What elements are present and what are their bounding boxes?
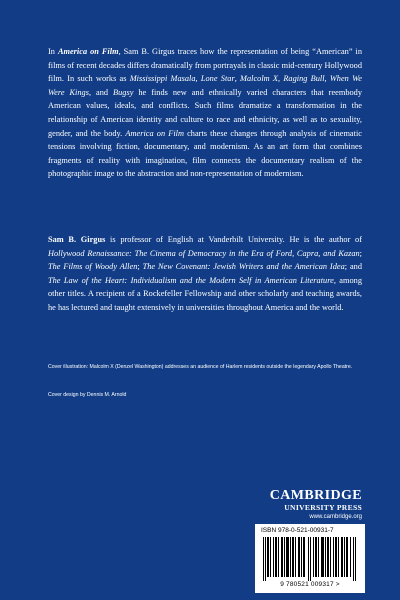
film-title: Lone Star [200,74,235,84]
book-title: The New Covenant: Jewish Writers and the American Idea [142,262,345,272]
film-title: When We Were Kings [48,74,362,97]
barcode-digits: 9 780521 009317 > [280,581,340,588]
film-title: Bugsy [113,87,134,97]
publisher-press: UNIVERSITY PRESS [284,503,362,512]
film-title: Malcolm X [240,74,278,84]
publisher-logo [270,488,362,522]
separator: , and [88,87,114,97]
book-title: Hollywood Renaissance: The Cinema of Democracy in the Era of Ford, Capra, and Kazan [48,248,360,258]
publisher-url: www.cambridge.org [309,514,362,520]
author-name: Sam B. Girgus [48,235,106,244]
separator: ; [137,262,143,272]
cover-design-credit: Cover design by Dennis M. Arnold [48,392,127,398]
book-title: America on Film [57,47,119,56]
separator: , [324,74,330,84]
publisher-name: CAMBRIDGE [269,488,362,503]
separator: ; and [344,262,362,272]
isbn-label: ISBN 978-0-521-00931-7 [261,527,334,534]
desc-text-1: In [48,47,58,56]
separator: , [234,74,241,84]
film-title: Raging Bull [283,74,325,84]
separator: ; [359,248,362,258]
desc-text-2: , Sam B. Girgus traces how the representation of being “American” in films of recent decades differs dramatically from portrayals in classic mid-century Hollywood film. In such works as [48,47,362,84]
author-bio [48,233,362,315]
barcode-bars [261,537,359,581]
book-title-inline: America on Film [125,128,184,138]
bio-text-1: is professor of English at Vanderbilt University. He is the author of [105,235,363,244]
separator: , [277,74,284,84]
bio-text-2: , among other titles. A recipient of a Rockefeller Fellowship and other scholarly and teaching awards, he has lectured and taught extensively in universities throughout America and the world. [48,275,362,312]
barcode [255,524,365,593]
desc-text-3: he finds new and ethnically varied characters that reembody American values, ideals, and conflicts. Such films dramatize a transformation in the relationship of American identity and culture to race and ethnicity, as well as to sexuality, gender, and the body. [48,87,362,138]
film-title: Mississippi Masala [129,74,196,84]
separator: , [195,74,201,84]
book-title: The Law of the Heart: Individualism and the Modern Self in American Literature [48,275,334,285]
desc-text-4: charts these changes through analysis of cinematic tensions involving fiction, documentary, and modernism. As an art form that combines fragments of reality with imagination, film connects the documentary realism of the photographic image to the abstraction and non-representation of modernism. [48,128,362,179]
book-description [48,45,362,181]
cover-illustration-credit: Cover illustration: Malcolm X (Denzel Washington) addresses an audience of Harlem residents outside the legendary Apollo Theatre. [48,364,353,370]
book-title: The Films of Woody Allen [48,262,138,272]
